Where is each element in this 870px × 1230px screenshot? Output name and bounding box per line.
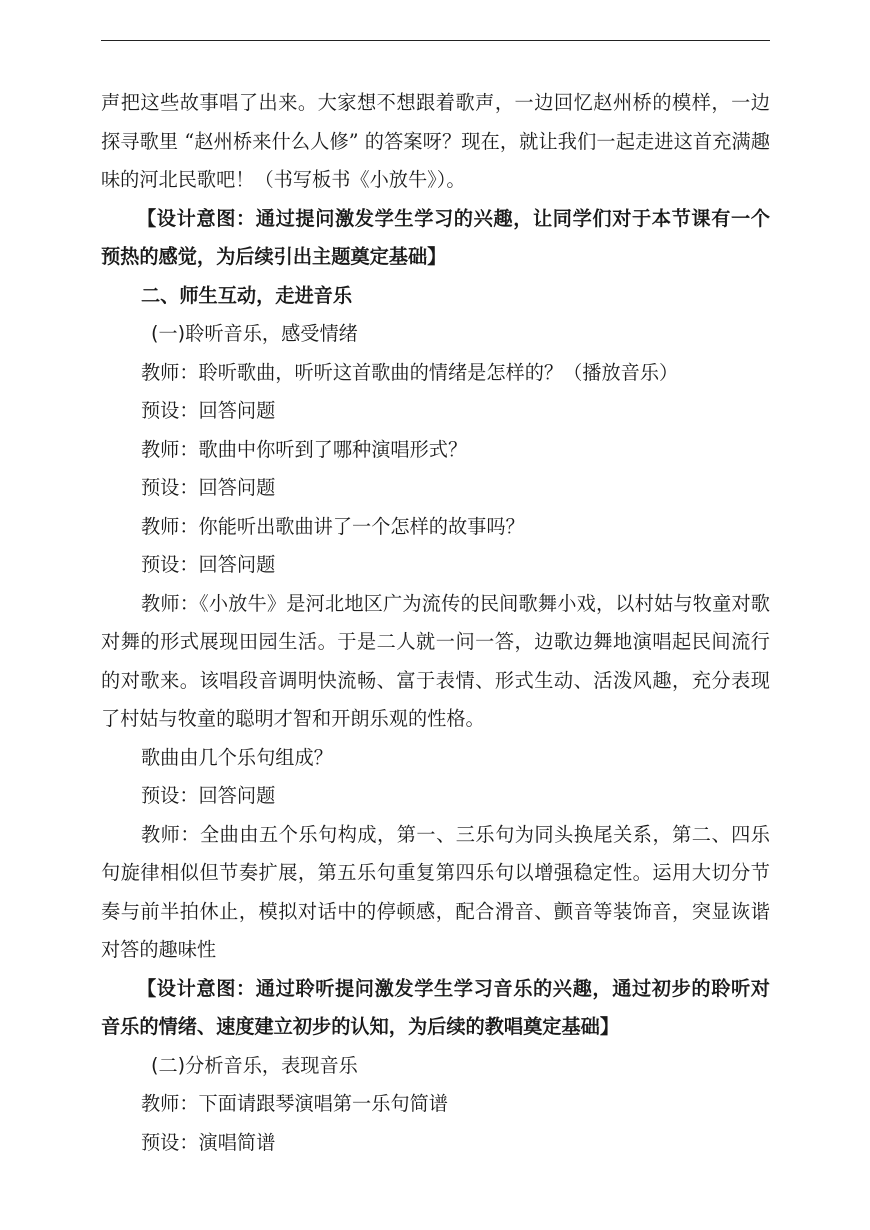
preset-line: 预设：回答问题 — [141, 553, 276, 576]
document-body — [101, 84, 770, 1162]
teacher-line: 教师：聆听歌曲，听听这首歌曲的情绪是怎样的？（播放音乐） — [141, 360, 679, 384]
teacher-explanation: 教师：全曲由五个乐句构成，第一、三乐句为同头换尾关系，第二、四乐句旋律相似但节奏扩展，第五乐句重复第四乐句以增强稳定性。运用大切分节奏与前半拍休止，模拟对话中的停顿感，配合滑音、颤音等装饰音，突显诙谐对答的趣味性 — [101, 822, 770, 961]
teacher-explanation: 教师：《小放牛》是河北地区广为流传的民间歌舞小戏，以村姑与牧童对歌对舞的形式展现田园生活。于是二人就一问一答，边歌边舞地演唱起民间流行的对歌来。该唱段音调明快流畅、富于表情、形式生动、活泼风趣，充分表现了村姑与牧童的聪明才智和开朗乐观的性格。 — [101, 591, 770, 730]
teacher-line: 教师：歌曲中你听到了哪种演唱形式？ — [141, 437, 468, 461]
preset-line: 预设：回答问题 — [141, 399, 276, 422]
subsection-heading: (一)聆听音乐，感受情绪 — [151, 322, 358, 345]
header-rule — [101, 40, 770, 41]
design-intent-note: 【设计意图：通过聆听提问激发学生学习音乐的兴趣，通过初步的聆听对音乐的情绪、速度建立初步的认知，为后续的教唱奠定基础】 — [101, 976, 770, 1038]
teacher-line: 教师：下面请跟琴演唱第一乐句简谱 — [141, 1092, 448, 1115]
paragraph-intro-continuation: 声把这些故事唱了出来。大家想不想跟着歌声，一边回忆赵州桥的模样，一边探寻歌里 “赵州桥来什么人修” 的答案呀？现在，就让我们一起走进这首充满趣味的河北民歌吧！（书写板书《小放牛》）。 — [101, 91, 770, 191]
teacher-line: 教师：你能听出歌曲讲了一个怎样的故事吗？ — [141, 514, 525, 538]
section-heading: 二、师生互动，走进音乐 — [141, 283, 353, 307]
question-line: 歌曲由几个乐句组成？ — [141, 745, 333, 769]
design-intent-note: 【设计意图：通过提问激发学生学习的兴趣，让同学们对于本节课有一个预热的感觉，为后续引出主题奠定基础】 — [101, 206, 770, 268]
subsection-heading: (二)分析音乐，表现音乐 — [151, 1053, 358, 1077]
preset-line: 预设：回答问题 — [141, 476, 276, 499]
preset-line: 预设：回答问题 — [141, 784, 276, 807]
preset-line: 预设：演唱简谱 — [141, 1130, 276, 1154]
